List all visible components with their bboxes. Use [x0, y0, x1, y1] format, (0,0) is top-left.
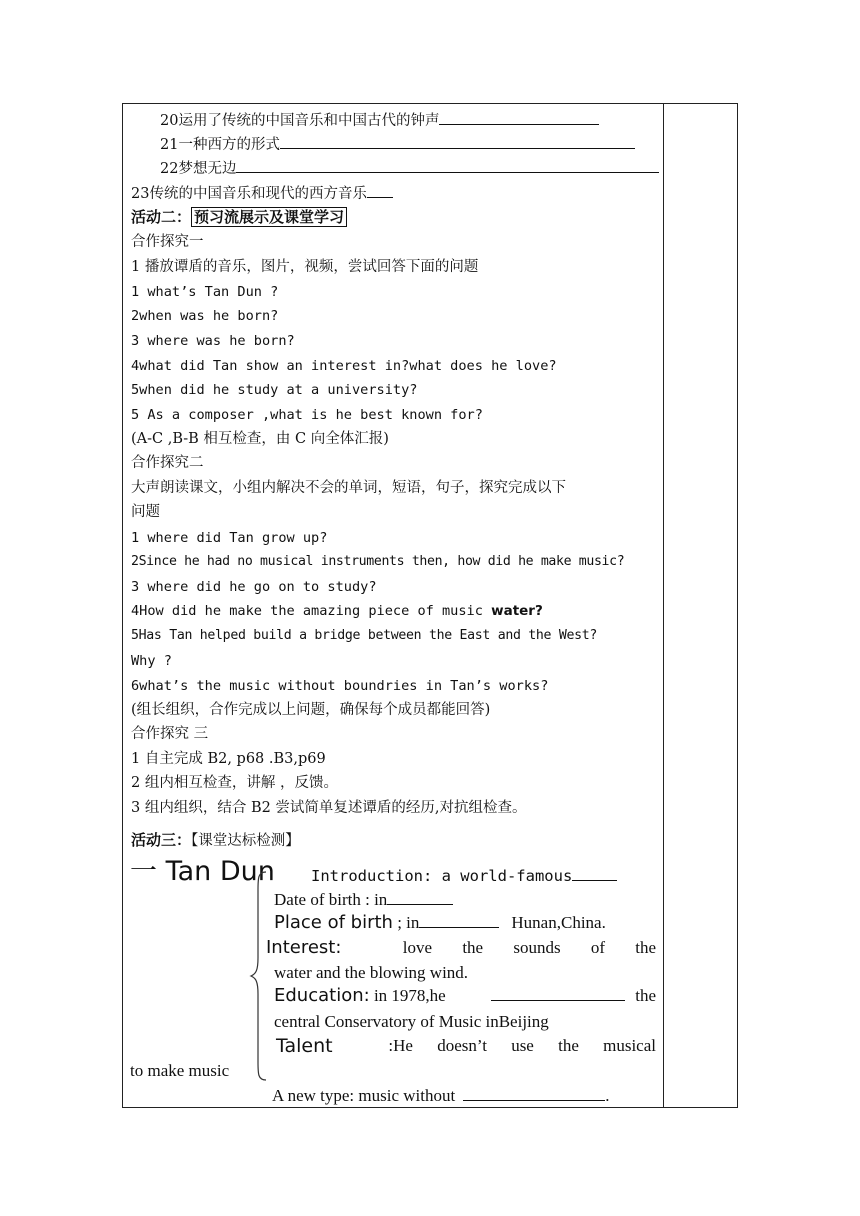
item-number: 22	[160, 161, 179, 177]
new-type-row	[272, 1086, 609, 1106]
coop2-question-1: 1 where did Tan grow up?	[131, 530, 328, 546]
birth-text: : in	[360, 890, 388, 909]
item-number: 23	[131, 186, 150, 202]
question-text: 4How did he make the amazing piece of music	[131, 603, 492, 619]
coop1-question-1: 1 what’s Tan Dun ?	[131, 284, 279, 300]
coop2-question-3: 3 where did he go on to study?	[131, 579, 377, 595]
interest-text: love the sounds of the	[402, 938, 656, 957]
left-brace-icon	[248, 870, 270, 1082]
coop1-question-4: 4what did Tan show an interest in?what does he love?	[131, 358, 557, 374]
coop1-question-2: 2when was he born?	[131, 308, 279, 324]
coop1-note: (A-C ,B-B 相互检查，由 C 向全体汇报)	[131, 431, 389, 447]
answer-blank[interactable]	[439, 110, 599, 125]
answer-blank[interactable]	[387, 890, 453, 905]
coop2-question-5: 5Has Tan helped build a bridge between the East and the West?	[131, 628, 598, 643]
coop1-question-3: 3 where was he born?	[131, 333, 295, 349]
coop3-item-1: 1 自主完成 B2, p68 .B3,p69	[131, 751, 326, 767]
talent-row-cont: to make music	[130, 1061, 230, 1080]
coop3-item-3: 3 组内组织，结合 B2 尝试简单复述谭盾的经历,对抗组检查。	[131, 800, 527, 816]
talent-row	[276, 1036, 656, 1056]
answer-blank[interactable]	[280, 134, 635, 149]
place-suffix: Hunan,China.	[511, 913, 606, 932]
education-label: Education:	[274, 985, 370, 1006]
coop3-title: 合作探究 三	[131, 726, 209, 742]
activity-two-heading	[131, 207, 347, 227]
talent-text: :He doesn’t use the musical	[388, 1036, 656, 1055]
item-text: 梦想无边	[178, 161, 237, 177]
coop2-question-4	[131, 601, 543, 621]
coop2-question-6: 6what’s the music without boundries in Tan’s works?	[131, 678, 549, 694]
interest-label: Interest:	[266, 937, 342, 958]
birth-row	[274, 890, 453, 910]
item-number: 20	[160, 113, 179, 129]
birth-label: Date of birth	[274, 890, 361, 909]
education-row-cont: central Conservatory of Music inBeijing	[274, 1012, 549, 1031]
answer-blank[interactable]	[491, 986, 625, 1001]
activity-boxed-title: 预习流展示及课堂学习	[191, 207, 347, 227]
coop2-note: (组长组织，合作完成以上问题，确保每个成员都能回答)	[131, 702, 491, 718]
answer-blank[interactable]	[463, 1086, 605, 1101]
place-label: Place of birth	[274, 912, 393, 933]
coop2-question-2: 2Since he had no musical instruments then, how did he make music?	[131, 554, 625, 569]
item-number: 21	[160, 137, 179, 153]
talent-label: Talent	[276, 1035, 333, 1057]
education-text: in 1978,he	[369, 986, 446, 1005]
activity-label: 活动三：	[131, 831, 192, 849]
fill-item-22	[160, 158, 659, 179]
activity-three-heading	[131, 830, 300, 851]
question-bold-word: water?	[491, 603, 543, 619]
activity-label: 活动二：	[131, 208, 192, 226]
coop1-instruction: 1 播放谭盾的音乐，图片，视频，尝试回答下面的问题	[131, 259, 479, 275]
intro-text: Introduction: a world-famous	[311, 867, 573, 885]
coop1-title: 合作探究一	[131, 234, 204, 250]
answer-blank[interactable]	[419, 913, 499, 928]
coop3-item-2: 2 组内相互检查，讲解 ，反馈。	[131, 775, 338, 791]
place-text: ; in	[392, 913, 420, 932]
table-column-divider	[663, 103, 664, 1108]
interest-row	[266, 938, 656, 958]
answer-blank[interactable]	[572, 866, 617, 881]
tandun-big-title: 一 Tan Dun	[130, 856, 275, 887]
coop2-instruction-line1: 大声朗读课文，小组内解决不会的单词，短语，句子，探究完成以下	[131, 480, 566, 496]
tandun-intro	[311, 866, 617, 886]
place-row	[274, 913, 606, 933]
activity-subtitle: 【课堂达标检测】	[191, 833, 300, 849]
new-type-text: A new type: music without	[272, 1086, 456, 1105]
item-text: 运用了传统的中国音乐和中国古代的钟声	[178, 113, 440, 129]
coop1-question-6: 5 As a composer ,what is he best known for?	[131, 407, 483, 423]
fill-item-23	[131, 183, 393, 204]
coop1-question-5: 5when did he study at a university?	[131, 382, 418, 398]
education-row	[274, 986, 656, 1006]
fill-item-21	[160, 134, 635, 155]
answer-blank[interactable]	[236, 158, 659, 173]
fill-item-20	[160, 110, 599, 131]
education-end: the	[635, 986, 656, 1005]
interest-row-cont: water and the blowing wind.	[274, 963, 469, 982]
item-text: 传统的中国音乐和现代的西方音乐	[149, 186, 367, 202]
new-type-end: .	[605, 1086, 610, 1105]
coop2-instruction-line2: 问题	[131, 504, 160, 520]
coop2-question-5-cont: Why ?	[131, 653, 172, 669]
answer-blank[interactable]	[367, 183, 393, 198]
coop2-title: 合作探究二	[131, 455, 204, 471]
item-text: 一种西方的形式	[178, 137, 280, 153]
